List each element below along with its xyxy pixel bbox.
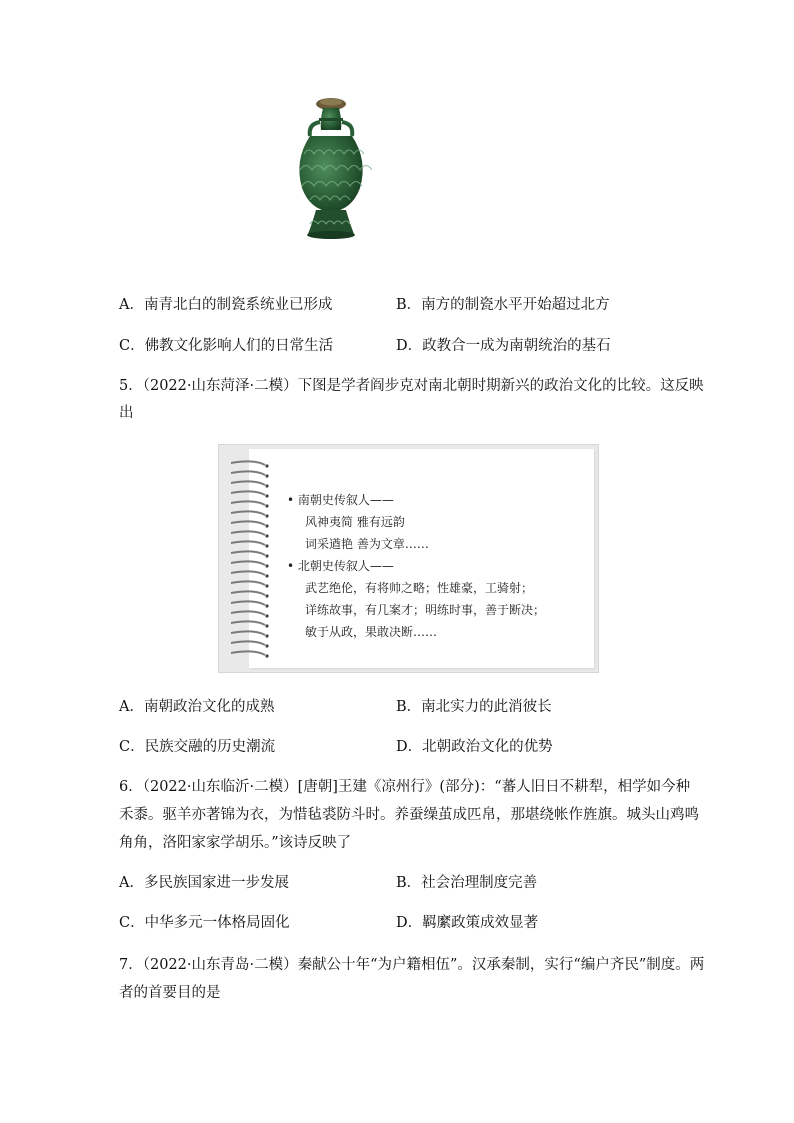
q5-stem-line2: 出 (119, 405, 134, 421)
q6-stem-line1: 6．（2022·山东临沂·二模）[唐朝]王建《凉州行》(部分)：“蕃人旧日不耕犁，相学如今种 (119, 779, 691, 795)
q7-stem-line2: 者的首要目的是 (119, 985, 221, 1001)
north-heading: • 北朝史传叙人—— (287, 559, 394, 573)
q4-option-b[interactable]: B．南方的制瓷水平开始超过北方 (396, 297, 610, 313)
spiral-binding-icon (225, 459, 271, 665)
q6-stem-line2: 禾黍。驱羊亦著锦为衣，为惜毡裘防斗时。养蚕缲茧成匹帛，那堪绕帐作旌旗。城头山鸡鸣 (119, 807, 699, 823)
celadon-vase-image (290, 96, 372, 242)
q5-notebook-figure (218, 444, 599, 673)
q6-option-a[interactable]: A．多民族国家进一步发展 (119, 875, 289, 891)
q6-option-c[interactable]: C．中华多元一体格局固化 (119, 915, 290, 931)
q4-option-a[interactable]: A．南青北白的制瓷系统业已形成 (119, 297, 333, 313)
q6-option-b[interactable]: B．社会治理制度完善 (396, 875, 538, 891)
q5-option-a[interactable]: A．南朝政治文化的成熟 (119, 699, 275, 715)
south-line2: 词采遒艳 善为文章…… (305, 537, 429, 551)
q6-stem-line3: 角角，洛阳家家学胡乐。”该诗反映了 (119, 835, 352, 851)
q5-option-b[interactable]: B．南北实力的此消彼长 (396, 699, 552, 715)
south-heading: • 南朝史传叙人—— (287, 493, 394, 507)
q5-option-d[interactable]: D．北朝政治文化的优势 (396, 739, 553, 755)
q7-stem-line1: 7．（2022·山东青岛·二模）秦献公十年“为户籍相伍”。汉承秦制，实行“编户齐民”制度。两 (119, 957, 705, 973)
q4-option-c[interactable]: C．佛教文化影响人们的日常生活 (119, 338, 334, 354)
north-line1: 武艺绝伦，有将帅之略；性雄豪，工骑射； (305, 581, 534, 595)
south-line1: 风神夷简 雅有远韵 (305, 515, 405, 529)
north-line3: 敏于从政，果敢决断…… (305, 625, 438, 639)
q6-option-d[interactable]: D．羁縻政策成效显著 (396, 915, 539, 931)
north-line2: 详练故事，有几案才；明练时事，善于断决； (305, 603, 546, 617)
q4-option-d[interactable]: D．政教合一成为南朝统治的基石 (396, 338, 611, 354)
q5-option-c[interactable]: C．民族交融的历史潮流 (119, 739, 276, 755)
q5-stem-line1: 5．（2022·山东菏泽·二模）下图是学者阎步克对南北朝时期新兴的政治文化的比较。这反映 (119, 378, 704, 394)
